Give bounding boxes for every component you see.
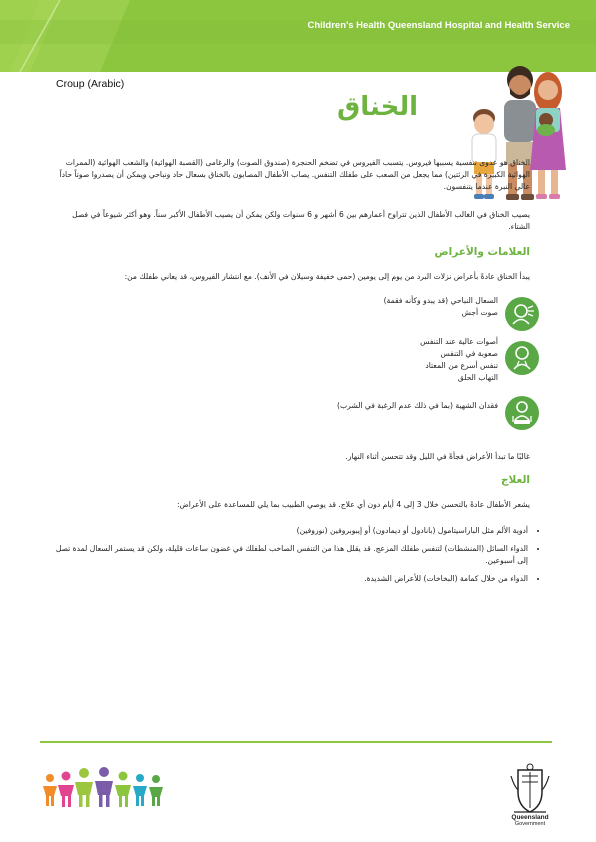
gov-sub: Government (514, 821, 546, 827)
symptom-item: تنفس أسرع من المعتاد (425, 361, 498, 370)
document-subtitle: Croup (Arabic) (56, 78, 125, 90)
gov-name: Queensland (511, 814, 549, 821)
symptom-item: صوت أجش (461, 308, 498, 317)
footer-divider (40, 741, 552, 743)
breathing-icon (505, 341, 539, 375)
symptom-group-1 (300, 295, 498, 319)
symptoms-note: غالبًا ما تبدأ الأعراض فجأةً في الليل وقد تتحسن أثناء النهار. (345, 452, 530, 461)
organization-name: Children's Health Queensland Hospital and Health Service (307, 20, 570, 31)
symptom-group-2 (300, 336, 498, 384)
symptoms-heading: العلامات والأعراض (434, 246, 530, 258)
cough-icon (505, 297, 539, 331)
treatment-item: • الدواء من خلال كمامة (البخاخات) للأعراض الشديدة. (52, 573, 528, 585)
queensland-crest-icon (508, 762, 552, 818)
treatment-heading: العلاج (500, 474, 530, 486)
queensland-government-logo (500, 815, 560, 827)
treatment-list (52, 525, 546, 591)
treatment-item: • الدواء السائل (المنشطات) لتنفس طفلك المزعج. قد يقلل هذا من التنفس الصاخب لطفلك في غضون ساعات قليلة، ولكن قد يستمر السعال لمدة تصل إلى أسبوعين. (52, 543, 528, 567)
symptom-item: السعال النباحي (قد يبدو وكأنه فقمة) (383, 296, 498, 305)
symptom-item: صعوبة في التنفس (440, 349, 498, 358)
appetite-icon (505, 396, 539, 430)
symptom-item: أصوات عالية عند التنفس (420, 337, 498, 346)
symptom-group-3 (300, 400, 498, 412)
age-paragraph: يصيب الخناق في الغالب الأطفال الذين تتراوح أعمارهم بين 6 أشهر و 6 سنوات ولكن يمكن أن يصيب الأطفال الأكبر سناً. وهو أكثر شيوعاً في فصل الشتاء. (72, 210, 530, 231)
treatment-intro: يشعر الأطفال عادةً بالتحسن خلال 3 إلى 4 أيام دون أي علاج. قد يوصي الطبيب بما يلي للمساعدة على الأعراض: (176, 500, 530, 509)
symptom-item: فقدان الشهية (بما في ذلك عدم الرغبة في الشرب) (337, 401, 498, 410)
symptoms-intro: يبدأ الخناق عادةً بأعراض نزلات البرد من يوم إلى يومين (حمى خفيفة وسيلان في الأنف). مع انتشار الفيروس، قد يعاني طفلك من: (124, 272, 530, 281)
symptom-item: التهاب الحلق (457, 373, 498, 382)
intro-paragraph: الخناق هو عدوى تنفسية يسببها فيروس. يتسبب الفيروس في تضخم الحنجرة (صندوق الصوت) والرغامى (القصبة الهوائية) والشعب الهوائية (الممرات الهوائية الكبيرة في الرئتين) مما يجعل من الصعب على طفلك التنفس. يصاب الأطفال المصابون بالخناق بسعال حاد ونباحي ويمكن أن يصدروا صوتاً حاداً عالي النبرة عندما يتنفسون. (59, 158, 530, 191)
page-title: الخناق (336, 92, 418, 122)
children-logo (40, 766, 170, 808)
treatment-item: • أدوية الألم مثل الباراسيتامول (بانادول أو ديمادون) أو إيبوبروفين (نوروفين) (52, 525, 528, 537)
